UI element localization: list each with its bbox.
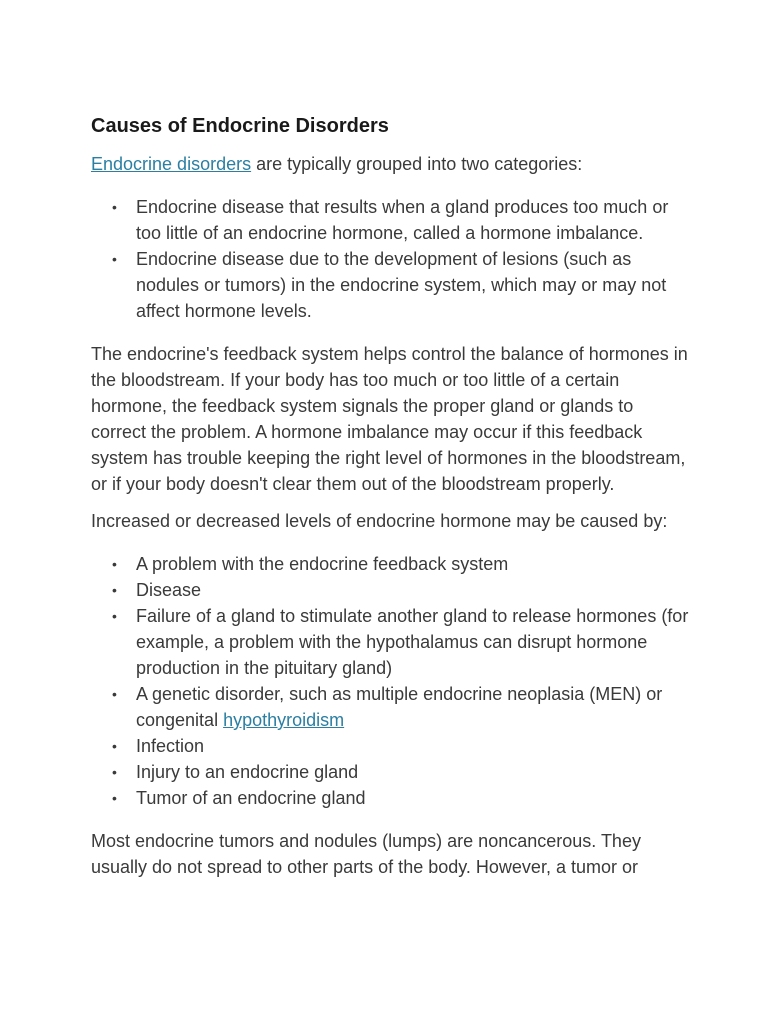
intro-text: are typically grouped into two categories: bbox=[251, 154, 583, 174]
list-item: • Tumor of an endocrine gland bbox=[136, 785, 691, 811]
list-item: • Infection bbox=[136, 733, 691, 759]
bullet-icon: • bbox=[112, 764, 117, 780]
intro-paragraph bbox=[91, 151, 691, 177]
tumors-paragraph: Most endocrine tumors and nodules (lumps) are noncancerous. They usually do not spread to other parts of the body. However, a tumor or bbox=[91, 831, 641, 877]
causes-intro: Increased or decreased levels of endocrine hormone may be caused by: bbox=[91, 511, 668, 531]
list-item: • Endocrine disease due to the development of lesions (such as nodules or tumors) in the endocrine system, which may or may not affect hormone levels. bbox=[136, 246, 691, 324]
bullet-icon: • bbox=[112, 199, 117, 215]
bullet-icon: • bbox=[112, 608, 117, 624]
bullet-icon: • bbox=[112, 251, 117, 267]
list-item: • A genetic disorder, such as multiple endocrine neoplasia (MEN) or congenital hypothyroidism bbox=[136, 681, 691, 733]
list-item: • Injury to an endocrine gland bbox=[136, 759, 691, 785]
bullet-icon: • bbox=[112, 556, 117, 572]
bullet-icon: • bbox=[112, 582, 117, 598]
feedback-paragraph: The endocrine's feedback system helps control the balance of hormones in the bloodstream. If your body has too much or too little of a certain hormone, the feedback system signals the proper gland or glands to correct the problem. A hormone imbalance may occur if this feedback system has trouble keeping the right level of hormones in the bloodstream, or if your body doesn't clear them out of the bloodstream properly. bbox=[91, 344, 688, 494]
categories-list bbox=[91, 194, 691, 324]
bullet-icon: • bbox=[112, 790, 117, 806]
causes-list bbox=[91, 551, 691, 811]
list-item: • Endocrine disease that results when a gland produces too much or too little of an endocrine hormone, called a hormone imbalance. bbox=[136, 194, 691, 246]
endocrine-disorders-link[interactable]: Endocrine disorders bbox=[91, 154, 252, 174]
bullet-icon: • bbox=[112, 686, 117, 702]
article bbox=[91, 112, 691, 880]
hypothyroidism-link[interactable]: hypothyroidism bbox=[223, 710, 345, 730]
list-item: • A problem with the endocrine feedback system bbox=[136, 551, 691, 577]
list-item: • Disease bbox=[136, 577, 691, 603]
list-item: • Failure of a gland to stimulate another gland to release hormones (for example, a problem with the hypothalamus can disrupt hormone production in the pituitary gland) bbox=[136, 603, 691, 681]
page-title: Causes of Endocrine Disorders bbox=[91, 115, 389, 137]
bullet-icon: • bbox=[112, 738, 117, 754]
